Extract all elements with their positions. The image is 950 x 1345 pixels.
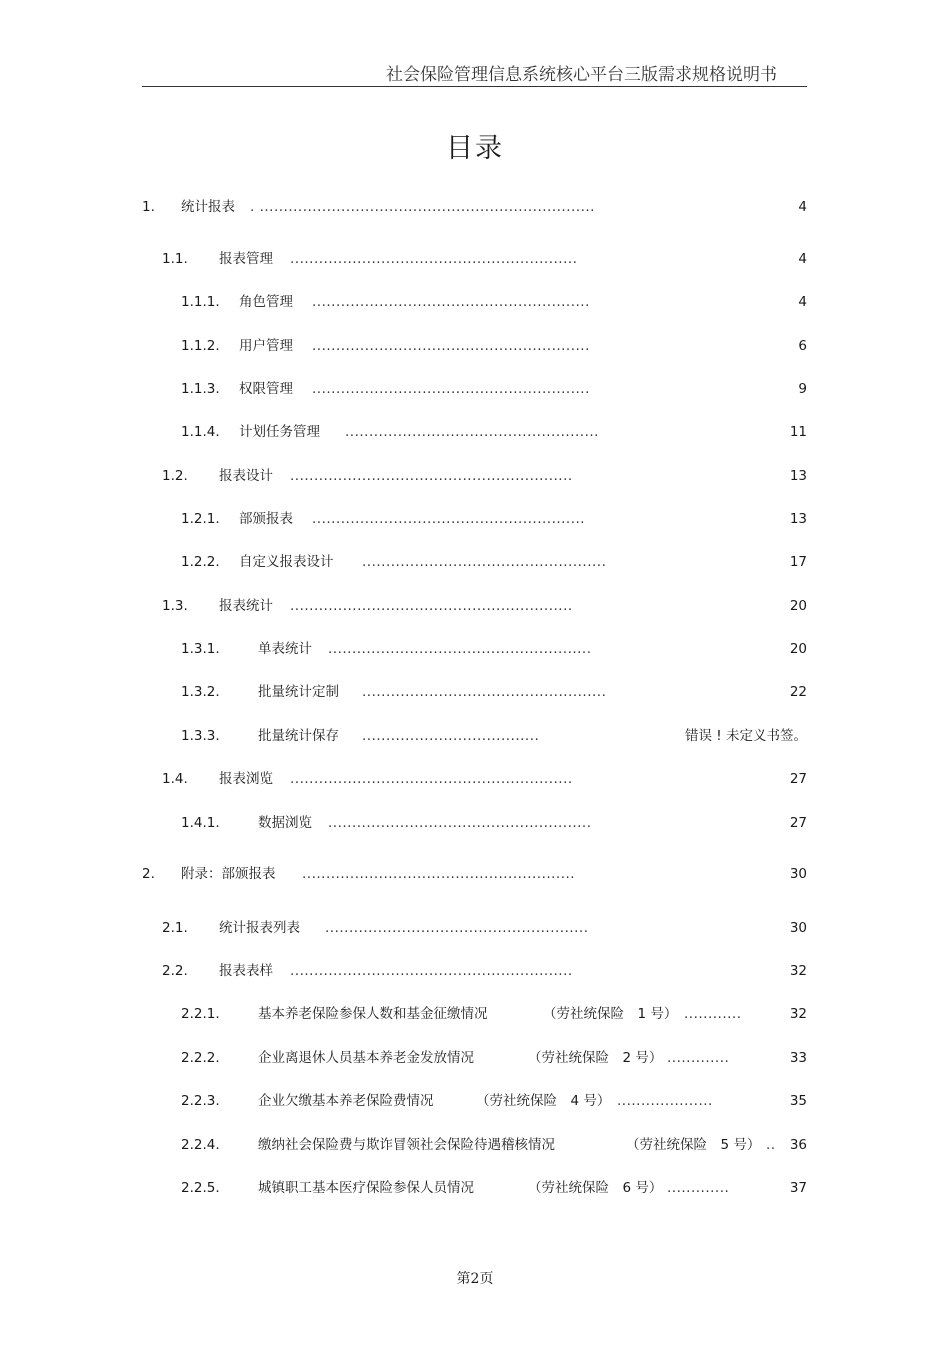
toc-entry-leader: ............ (684, 1006, 742, 1022)
toc-entry-leader: ......................................................... (302, 866, 576, 882)
toc-entry-label: 缴纳社会保险费与欺诈冒领社会保险待遇稽核情况 (258, 1137, 555, 1153)
toc-entry-label: 报表浏览 (219, 771, 273, 787)
toc-entry-number: 1.1. (162, 251, 188, 267)
toc-entry-page: 27 (789, 815, 807, 831)
toc-entry-page: 22 (789, 684, 807, 700)
page-number-footer: 第2页 (456, 1271, 494, 1287)
toc-entry-page: 37 (789, 1180, 807, 1196)
toc-entry-page: 13 (789, 468, 807, 484)
toc-entry[interactable] (0, 466, 950, 486)
toc-entry-page: 11 (789, 424, 807, 440)
toc-entry-number: 2.2.4. (181, 1137, 220, 1153)
toc-entry-leader: ................................................... (362, 684, 607, 700)
toc-entry-page: 33 (789, 1050, 807, 1066)
toc-entry-leader: ........................................................... (290, 598, 573, 614)
toc-entry-page: 32 (789, 963, 807, 979)
toc-entry-page: 错误 ! 未定义书签。 (685, 728, 807, 744)
toc-entry-number: 1.3.2. (181, 684, 220, 700)
header-divider (142, 86, 807, 87)
toc-entry-number: 1.1.4. (181, 424, 220, 440)
toc-entry[interactable] (0, 864, 950, 884)
toc-entry-number: 2.2.1. (181, 1006, 220, 1022)
toc-entry-label: 企业离退休人员基本养老金发放情况 (258, 1050, 474, 1066)
toc-entry-leader: ............. (667, 1050, 730, 1066)
toc-entry[interactable] (0, 682, 950, 702)
toc-entry-leader: .......................................................... (312, 381, 590, 397)
toc-entry-label: 附录：部颁报表 (181, 866, 276, 882)
toc-entry-leader: ....................................................... (328, 815, 592, 831)
toc-entry-page: 35 (789, 1093, 807, 1109)
toc-heading: 目录 (446, 133, 504, 164)
toc-entry-leader: ..................................................... (345, 424, 599, 440)
toc-entry-label: 报表管理 (219, 251, 273, 267)
toc-entry-leader: .......................................................... (312, 338, 590, 354)
toc-entry-leader: ............................................................ (290, 251, 578, 267)
toc-entry-label: 批量统计保存 (258, 728, 339, 744)
toc-entry-page: 6 (798, 338, 807, 354)
toc-entry[interactable] (0, 1178, 950, 1198)
toc-entry-number: 1.2. (162, 468, 188, 484)
toc-entry-label: 基本养老保险参保人数和基金征缴情况 (258, 1006, 488, 1022)
toc-entry-label: 角色管理 (239, 294, 293, 310)
toc-entry-label: 统计报表 (181, 199, 235, 215)
toc-entry-number: 2.1. (162, 920, 188, 936)
toc-entry-number: 1.3.3. (181, 728, 220, 744)
toc-entry-page: 32 (789, 1006, 807, 1022)
toc-entry-form-code: （劳社统保险 5 号） (626, 1137, 761, 1153)
toc-entry-leader: ........................................................... (290, 963, 573, 979)
toc-entry[interactable] (0, 197, 950, 217)
toc-entry-form-code: （劳社统保险 2 号） (528, 1050, 663, 1066)
toc-entry-label: 批量统计定制 (258, 684, 339, 700)
toc-entry[interactable] (0, 596, 950, 616)
toc-entry-label: 报表表样 (219, 963, 273, 979)
toc-entry-page: 4 (798, 251, 807, 267)
toc-entry[interactable] (0, 509, 950, 529)
toc-entry-leader: ....................................................... (325, 920, 589, 936)
toc-entry-label: 城镇职工基本医疗保险参保人员情况 (258, 1180, 474, 1196)
toc-entry-page: 20 (789, 641, 807, 657)
toc-entry-leader: ......................................................... (312, 511, 586, 527)
toc-entry-label: 统计报表列表 (219, 920, 300, 936)
toc-entry-number: 2.2.5. (181, 1180, 220, 1196)
toc-entry-label: 数据浏览 (258, 815, 312, 831)
toc-entry-label: 自定义报表设计 (239, 554, 334, 570)
toc-entry-page: 20 (789, 598, 807, 614)
toc-entry[interactable] (0, 552, 950, 572)
toc-entry[interactable] (0, 422, 950, 442)
toc-entry-number: 1.2.1. (181, 511, 220, 527)
toc-entry-label: 单表统计 (258, 641, 312, 657)
toc-entry-leader: .................... (617, 1093, 713, 1109)
toc-entry-page: 36 (789, 1137, 807, 1153)
toc-entry[interactable] (0, 769, 950, 789)
toc-entry[interactable] (0, 292, 950, 312)
page-header-title: 社会保险管理信息系统核心平台三版需求规格说明书 (386, 65, 777, 85)
toc-entry-leader: .. (766, 1137, 776, 1153)
toc-entry-page: 30 (789, 866, 807, 882)
toc-entry-page: 17 (789, 554, 807, 570)
toc-entry-label: 权限管理 (239, 381, 293, 397)
toc-entry[interactable] (0, 1048, 950, 1068)
toc-entry-number: 1.3.1. (181, 641, 220, 657)
toc-entry-page: 30 (789, 920, 807, 936)
toc-entry-label: 企业欠缴基本养老保险费情况 (258, 1093, 434, 1109)
toc-entry[interactable] (0, 336, 950, 356)
toc-entry[interactable] (0, 1004, 950, 1024)
toc-entry[interactable] (0, 813, 950, 833)
toc-entry[interactable] (0, 726, 950, 746)
toc-entry-number: 1.3. (162, 598, 188, 614)
toc-entry-leader: ....................................................... (328, 641, 592, 657)
toc-entry[interactable] (0, 918, 950, 938)
toc-entry[interactable] (0, 379, 950, 399)
toc-entry-number: 1.1.1. (181, 294, 220, 310)
toc-entry[interactable] (0, 249, 950, 269)
toc-entry-leader: ............. (667, 1180, 730, 1196)
toc-entry-number: 2.2.3. (181, 1093, 220, 1109)
toc-entry[interactable] (0, 1135, 950, 1155)
toc-entry-leader: ........................................................... (290, 468, 573, 484)
toc-entry-label: 部颁报表 (239, 511, 293, 527)
toc-entry-label: 用户管理 (239, 338, 293, 354)
toc-entry-form-code: （劳社统保险 4 号） (476, 1093, 611, 1109)
toc-entry-leader: .......................................................... (312, 294, 590, 310)
toc-entry-form-code: （劳社统保险 1 号） (543, 1006, 678, 1022)
toc-entry[interactable] (0, 1091, 950, 1111)
toc-entry-number: 1.1.2. (181, 338, 220, 354)
toc-entry[interactable] (0, 639, 950, 659)
toc-entry-number: 1.1.3. (181, 381, 220, 397)
toc-entry-number: 1.4. (162, 771, 188, 787)
toc-entry-leader: ................................................... (362, 554, 607, 570)
toc-entry-form-code: （劳社统保险 6 号） (528, 1180, 663, 1196)
toc-entry-leader: ........................................................... (290, 771, 573, 787)
toc-entry-leader: . ...................................................................... (250, 199, 595, 215)
toc-entry-number: 1. (142, 199, 155, 215)
toc-entry-number: 1.2.2. (181, 554, 220, 570)
toc-entry-number: 2.2. (162, 963, 188, 979)
toc-entry-page: 27 (789, 771, 807, 787)
toc-entry-leader: ..................................... (362, 728, 540, 744)
toc-entry-label: 报表设计 (219, 468, 273, 484)
toc-entry[interactable] (0, 961, 950, 981)
toc-entry-page: 9 (798, 381, 807, 397)
toc-entry-label: 计划任务管理 (239, 424, 320, 440)
toc-entry-number: 2. (142, 866, 155, 882)
toc-entry-label: 报表统计 (219, 598, 273, 614)
toc-entry-number: 1.4.1. (181, 815, 220, 831)
toc-entry-page: 13 (789, 511, 807, 527)
toc-entry-page: 4 (798, 294, 807, 310)
toc-entry-page: 4 (798, 199, 807, 215)
toc-entry-number: 2.2.2. (181, 1050, 220, 1066)
